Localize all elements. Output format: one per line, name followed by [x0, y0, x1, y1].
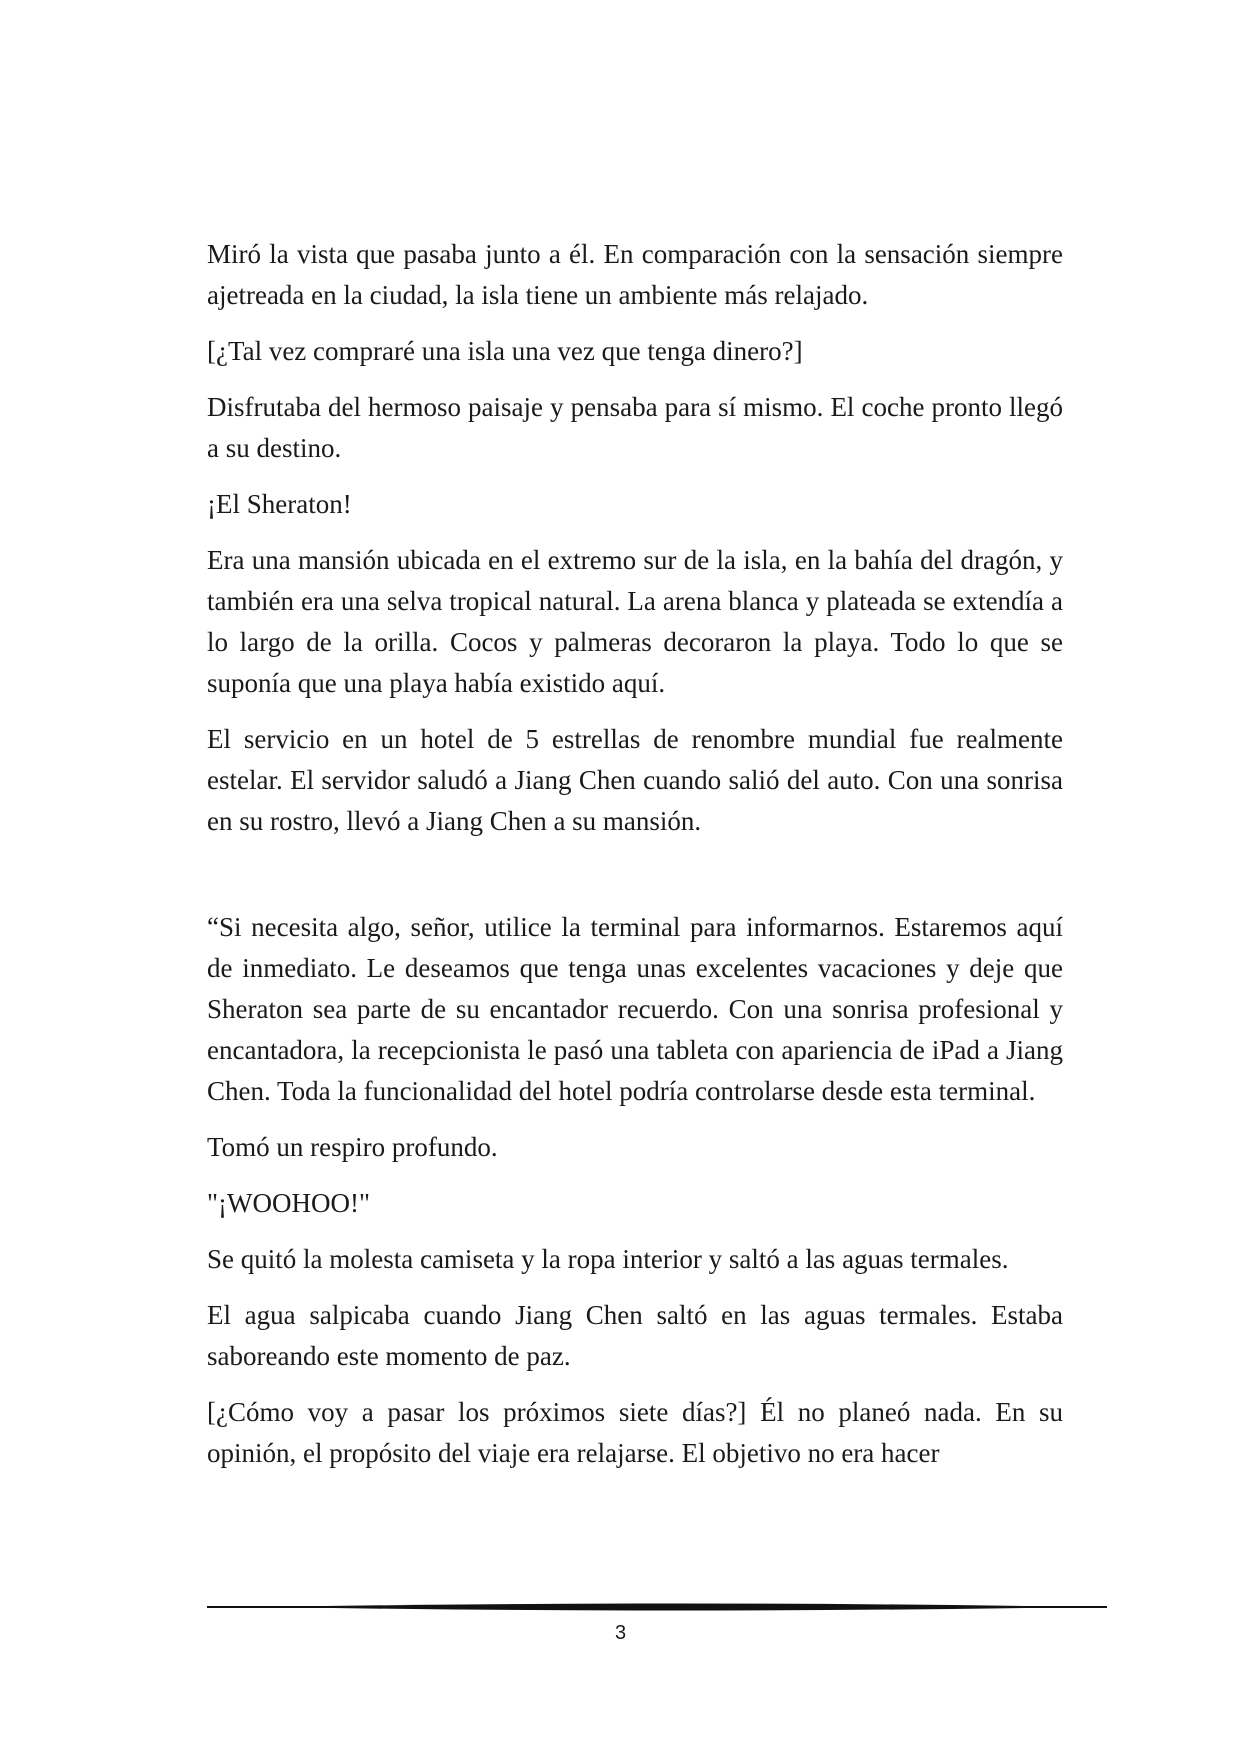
paragraph: Tomó un respiro profundo.: [207, 1132, 498, 1162]
paragraph: Disfrutaba del hermoso paisaje y pensaba para sí mismo. El coche pronto llegó a su destino.: [207, 392, 1063, 463]
paragraph: El agua salpicaba cuando Jiang Chen saltó en las aguas termales. Estaba saboreando este momento de paz.: [207, 1300, 1063, 1371]
paragraph: El servicio en un hotel de 5 estrellas de renombre mundial fue realmente estelar. El servidor saludó a Jiang Chen cuando salió del auto. Con una sonrisa en su rostro, llevó a Jiang Chen a su mansión.: [207, 724, 1063, 836]
paragraph: ¡El Sheraton!: [207, 489, 352, 519]
paragraph: Miró la vista que pasaba junto a él. En comparación con la sensación siempre ajetreada en la ciudad, la isla tiene un ambiente más relajado.: [207, 239, 1063, 310]
paragraph: Era una mansión ubicada en el extremo sur de la isla, en la bahía del dragón, y también era una selva tropical natural. La arena blanca y plateada se extendía a lo largo de la orilla. Cocos y palmeras decoraron la playa. Todo lo que se suponía que una playa había existido aquí.: [207, 545, 1063, 698]
paragraph: "¡WOOHOO!": [207, 1188, 371, 1218]
footer-rule: [207, 1601, 1107, 1613]
paragraph: [¿Cómo voy a pasar los próximos siete días?] Él no planeó nada. En su opinión, el propósito del viaje era relajarse. El objetivo no era hacer: [207, 1397, 1063, 1468]
paragraph: [¿Tal vez compraré una isla una vez que tenga dinero?]: [207, 336, 803, 366]
paragraph: “Si necesita algo, señor, utilice la terminal para informarnos. Estaremos aquí de inmediato. Le deseamos que tenga unas excelentes vacaciones y deje que Sheraton sea parte de su encantador recuerdo. Con una sonrisa profesional y encantadora, la recepcionista le pasó una tableta con apariencia de iPad a Jiang Chen. Toda la funcionalidad del hotel podría controlarse desde esta terminal.: [207, 912, 1063, 1106]
text-body: [207, 234, 1063, 1489]
section-gap: [207, 857, 1063, 907]
paragraph: Se quitó la molesta camiseta y la ropa interior y saltó a las aguas termales.: [207, 1244, 1009, 1274]
page-number: 3: [614, 1622, 627, 1644]
